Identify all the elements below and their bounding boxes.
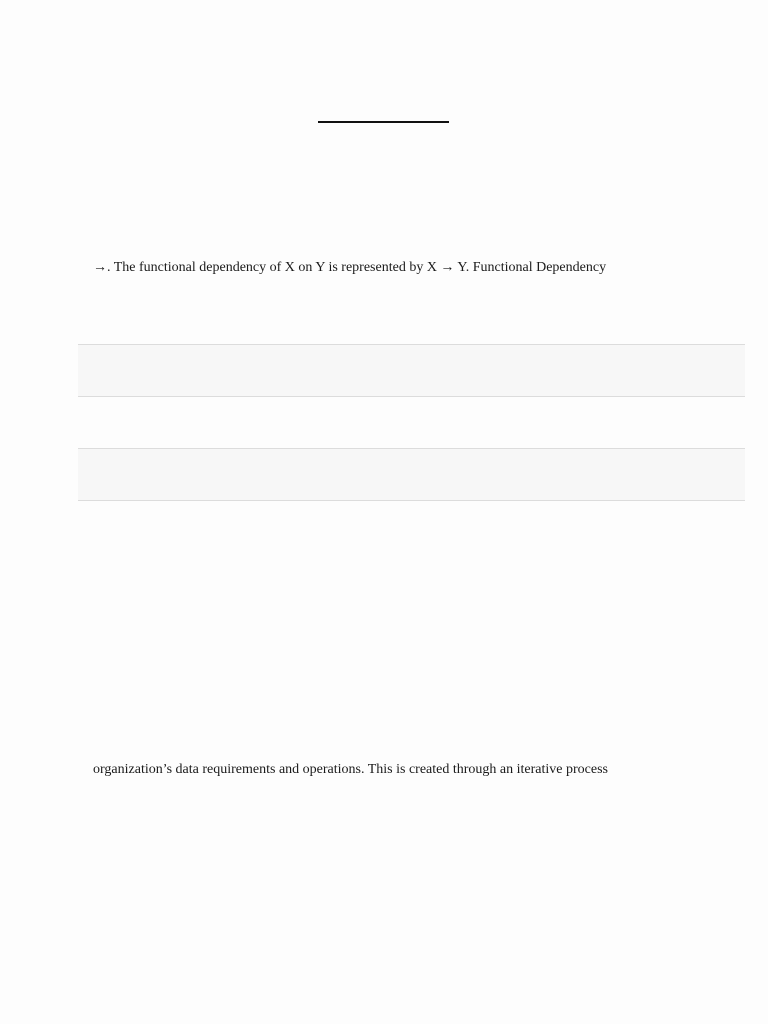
table-row [78,397,745,449]
empty-table [78,344,745,501]
title-underline [318,121,449,123]
paragraph-line-data-requirements: organization’s data requirements and operations. This is created through an iterative process [93,762,608,777]
paragraph-line-functional-dependency: →. The functional dependency of X on Y is represented by X → Y. Functional Dependency [93,260,607,275]
table-row [78,449,745,501]
table-row [78,345,745,397]
